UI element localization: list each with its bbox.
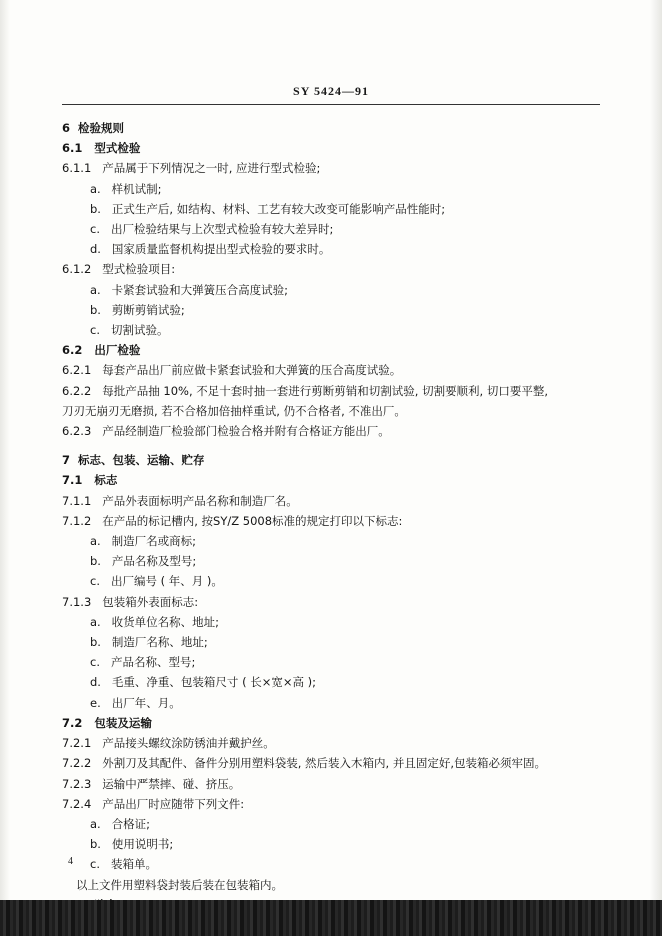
body-line: 7.2.3 运输中严禁摔、碰、挤压。 [62, 776, 241, 791]
body-line: b. 使用说明书; [90, 837, 174, 852]
body-line: 7.2.2 外割刀及其配件、备件分别用塑料袋装, 然后装入木箱内, 并且固定好,包装箱必须牢固。 [62, 756, 547, 771]
scan-edge-artifact [0, 900, 662, 936]
body-line: a. 合格证; [90, 816, 151, 831]
body-line: a. 制造厂名或商标; [90, 534, 197, 549]
body-line: a. 样机试制; [90, 181, 162, 196]
body-line: e. 出厂年、月。 [90, 695, 181, 710]
body-line: b. 制造厂名称、地址; [90, 635, 208, 650]
body-line: b. 剪断剪销试验; [90, 302, 185, 317]
section-heading: 6.1 型式检验 [62, 141, 141, 156]
header-divider [62, 104, 600, 105]
body-line: b. 正式生产后, 如结构、材料、工艺有较大改变可能影响产品性能时; [90, 201, 446, 216]
body-line: c. 出厂编号 ( 年、月 )。 [90, 574, 223, 589]
section-heading: 7.1 标志 [62, 473, 118, 488]
body-line: a. 卡紧套试验和大弹簧压合高度试验; [90, 282, 289, 297]
body-line: 7.1.2 在产品的标记槽内, 按SY/Z 5008标准的规定打印以下标志: [62, 513, 403, 528]
body-line: 7.1.1 产品外表面标明产品名称和制造厂名。 [62, 493, 298, 508]
body-line: c. 出厂检验结果与上次型式检验有较大差异时; [90, 222, 334, 237]
body-line: 6.1.2 型式检验项目: [62, 262, 176, 277]
body-line: 6.2.2 每批产品抽 10%, 不足十套时抽一套进行剪断剪销和切割试验, 切割要顺利, 切口要平整, [62, 383, 549, 398]
body-line: a. 收货单位名称、地址; [90, 614, 220, 629]
body-line: c. 产品名称、型号; [90, 655, 196, 670]
page-left-edge-shadow [0, 0, 10, 900]
section-heading: 7.2 包装及运输 [62, 715, 152, 730]
page-right-edge-shadow [650, 0, 662, 900]
body-line: 7.2.4 产品出厂时应随带下列文件: [62, 796, 245, 811]
body-line: 6.2.3 产品经制造厂检验部门检验合格并附有合格证方能出厂。 [62, 424, 390, 439]
section-heading: 6.2 出厂检验 [62, 343, 141, 358]
body-line: 7.2.1 产品接头螺纹涂防锈油并戴护丝。 [62, 736, 275, 751]
document-body [62, 118, 607, 935]
body-line: b. 产品名称及型号; [90, 554, 197, 569]
body-line: d. 国家质量监督机构提出型式检验的要求时。 [90, 242, 331, 257]
body-line: d. 毛重、净重、包装箱尺寸 ( 长×宽×高 ); [90, 675, 317, 690]
body-line: 以上文件用塑料袋封装后装在包装箱内。 [76, 877, 283, 892]
body-line: c. 装箱单。 [90, 857, 157, 872]
section-heading: 7 标志、包装、运输、贮存 [62, 453, 205, 468]
body-line: 7.1.3 包装箱外表面标志: [62, 594, 199, 609]
section-heading: 6 检验规则 [62, 121, 125, 135]
page-header-standard-code: SY 5424—91 [293, 84, 369, 98]
page-number: 4 [68, 856, 73, 867]
body-line: 刀刃无崩刃无磨损, 若不合格加倍抽样重试, 仍不合格者, 不准出厂。 [62, 403, 406, 418]
body-line: 6.1.1 产品属于下列情况之一时, 应进行型式检验; [62, 161, 321, 176]
body-line: 6.2.1 每套产品出厂前应做卡紧套试验和大弹簧的压合高度试验。 [62, 363, 402, 378]
body-line: c. 切割试验。 [90, 323, 169, 338]
